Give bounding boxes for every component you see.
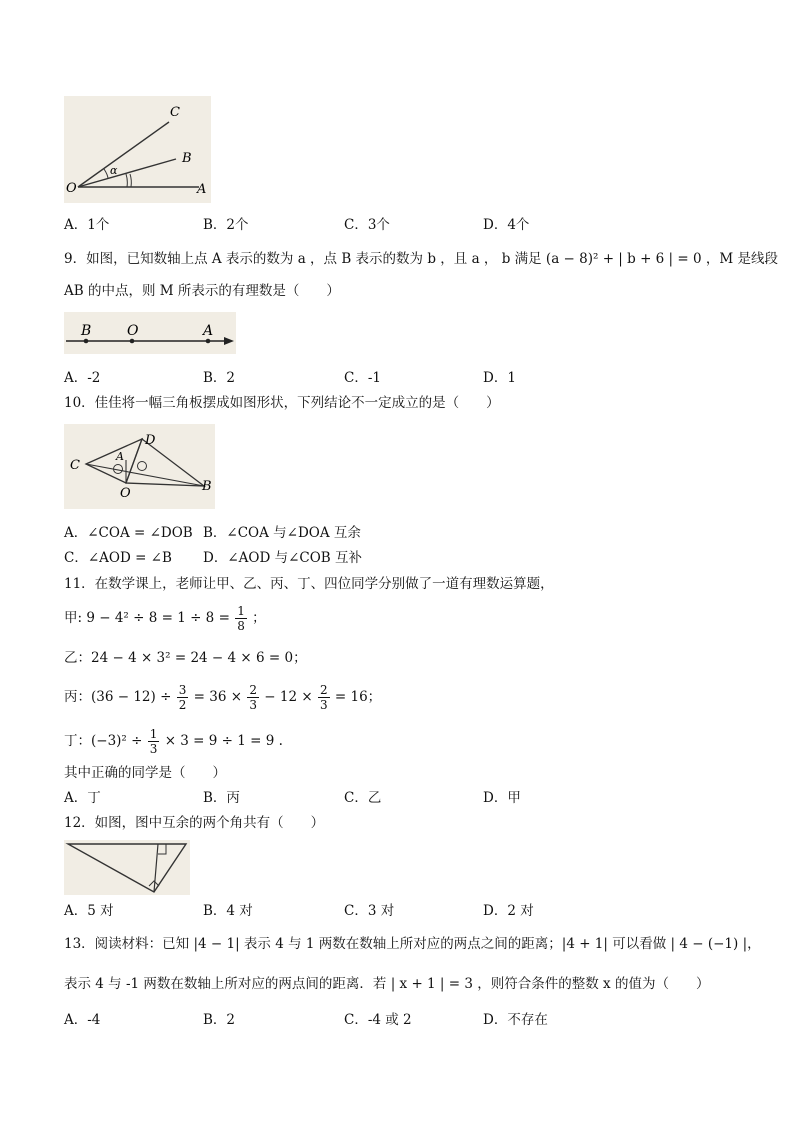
angle-diagram	[64, 96, 211, 203]
fraction: $\frac{1}{3}$	[149, 727, 158, 756]
q13-stem-line1: 13．阅读材料：已知 |4 − 1| 表示 4 与 1 两数在数轴上所对应的两点之间的距离；|4 + 1| 可以看做 | 4 − (−1) |，	[64, 936, 761, 952]
number-line-figure-q9	[64, 312, 236, 354]
q9-stem-line2: AB 的中点，则 M 所表示的有理数是（ ）	[64, 283, 340, 299]
q9-option-c: C．-1	[344, 370, 381, 386]
q13-stem-line2: 表示 4 与 -1 两数在数轴上所对应的两点间的距离．若 | x + 1 | = 3 ，则符合条件的整数 x 的值为（ ）	[64, 976, 710, 992]
q10-stem: 10．佳佳将一幅三角板摆成如图形状，下列结论不一定成立的是（ ）	[64, 395, 500, 411]
q8-option-a: A．1个	[64, 217, 110, 233]
label-o: O	[66, 181, 77, 196]
angle-figure-q8	[64, 96, 211, 203]
label-a: A	[197, 182, 207, 197]
q11-line-bing: 丙：(36 − 12) ÷ $\frac{3}{2}$ = 36 × $\frac{2}{3}$ − 12 × $\frac{2}{3}$ = 16；	[64, 683, 382, 712]
label-a: A	[203, 323, 214, 339]
q8-option-c: C．3个	[344, 217, 390, 233]
q11-line-jia: 甲: 9 − 4² ÷ 8 = 1 ÷ 8 = $\frac{1}{8}$ ；	[64, 604, 266, 633]
label-b: B	[182, 151, 192, 166]
q10-option-c: C．∠AOD = ∠B	[64, 550, 172, 566]
q13-option-d: D．不存在	[483, 1012, 548, 1028]
label-a: A	[116, 450, 124, 463]
q9-option-d: D．1	[483, 370, 516, 386]
label-c: C	[70, 458, 80, 473]
q13-option-b: B．2	[203, 1012, 236, 1028]
label-b: B	[81, 323, 92, 339]
q10-option-a: A．∠COA = ∠DOB	[64, 525, 193, 541]
q9-option-b: B．2	[203, 370, 236, 386]
q13-option-c: C．-4 或 2	[344, 1012, 412, 1028]
q9-stem-line1: 9．如图，已知数轴上点 A 表示的数为 a ，点 B 表示的数为 b ，且 a ， b 满足 (a − 8)² + | b + 6 | = 0 ，M 是线段	[64, 251, 778, 267]
q11-line-yi: 乙：24 − 4 × 3² = 24 − 4 × 6 = 0；	[64, 650, 307, 666]
triangle-figure-q10	[64, 424, 215, 509]
q8-option-d: D．4个	[483, 217, 530, 233]
q8-option-b: B．2个	[203, 217, 249, 233]
right-triangle-diagram	[64, 840, 190, 895]
triangles-diagram	[64, 424, 215, 509]
q11-question: 其中正确的同学是（ ）	[64, 765, 226, 781]
q9-option-a: A．-2	[64, 370, 101, 386]
fraction: $\frac{2}{3}$	[319, 683, 328, 712]
q12-option-b: B．4 对	[203, 903, 253, 919]
q11-option-c: C．乙	[344, 790, 382, 806]
q12-option-a: A．5 对	[64, 903, 114, 919]
q10-option-b: B．∠COA 与∠DOA 互余	[203, 525, 361, 541]
q12-option-d: D．2 对	[483, 903, 534, 919]
label-b: B	[202, 479, 212, 494]
q11-line-ding: 丁：(−3)² ÷ $\frac{1}{3}$ × 3 = 9 ÷ 1 = 9 .	[64, 727, 283, 756]
label-c: C	[170, 105, 180, 120]
label-d: D	[145, 433, 156, 448]
q12-option-c: C．3 对	[344, 903, 395, 919]
fraction: $\frac{1}{8}$	[237, 604, 245, 633]
fraction: $\frac{2}{3}$	[249, 683, 257, 712]
fraction: $\frac{3}{2}$	[178, 683, 187, 712]
jia-expression: 甲: 9 − 4² ÷ 8 = 1 ÷ 8 =	[64, 610, 230, 626]
label-alpha: α	[110, 164, 118, 177]
q11-option-d: D．甲	[483, 790, 521, 806]
q12-stem: 12．如图，图中互余的两个角共有（ ）	[64, 815, 325, 831]
q11-stem: 11．在数学课上，老师让甲、乙、丙、丁、四位同学分别做了一道有理数运算题，	[64, 576, 554, 592]
q13-option-a: A．-4	[64, 1012, 101, 1028]
q11-option-b: B．丙	[203, 790, 240, 806]
number-line-diagram	[64, 312, 236, 354]
right-triangle-figure-q12	[64, 840, 190, 895]
label-o: O	[127, 323, 139, 339]
q11-option-a: A．丁	[64, 790, 101, 806]
label-o: O	[120, 486, 131, 501]
q10-option-d: D．∠AOD 与∠COB 互补	[203, 550, 362, 566]
